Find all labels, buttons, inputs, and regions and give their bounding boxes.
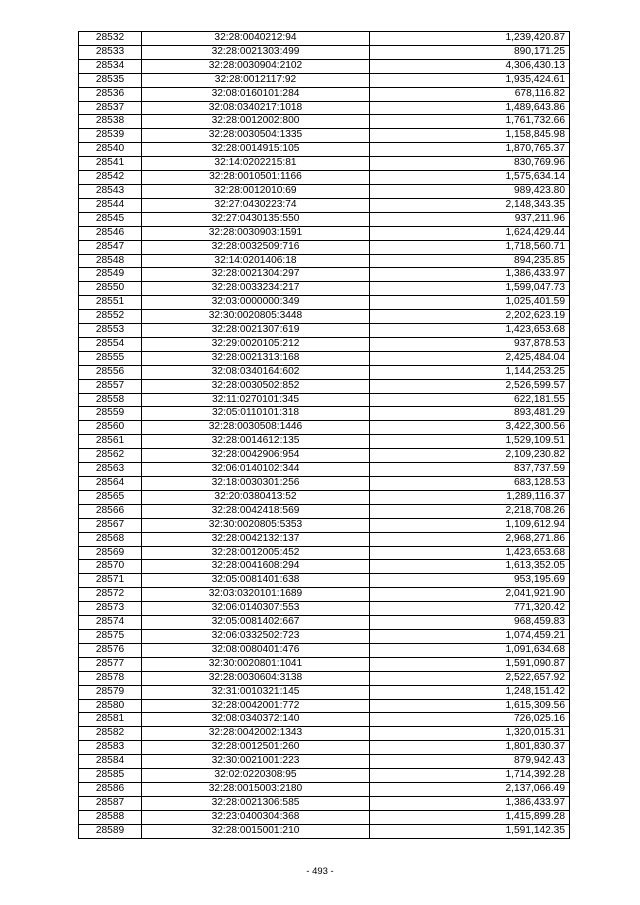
amount-cell: 1,615,309.56 [370,699,570,713]
amount-cell: 1,624,429.44 [370,226,570,240]
cadastral-number-cell: 32:28:0021307:619 [142,324,370,338]
record-number-cell: 28549 [79,268,142,282]
amount-cell: 968,459.83 [370,616,570,630]
amount-cell: 1,320,015.31 [370,727,570,741]
amount-cell: 2,526,599.57 [370,379,570,393]
cadastral-number-cell: 32:28:0030904:2102 [142,59,370,73]
amount-cell: 4,306,430.13 [370,59,570,73]
table-row [79,463,570,477]
cadastral-number-cell: 32:28:0030502:852 [142,379,370,393]
amount-cell: 953,195.69 [370,574,570,588]
cadastral-number-cell: 32:20:0380413:52 [142,490,370,504]
amount-cell: 2,148,343.35 [370,198,570,212]
amount-cell: 1,386,433.97 [370,796,570,810]
cadastral-number-cell: 32:28:0021306:585 [142,796,370,810]
table-row [79,73,570,87]
cadastral-number-cell: 32:06:0332502:723 [142,629,370,643]
table-row [79,671,570,685]
amount-cell: 1,489,643.86 [370,101,570,115]
table-row [79,45,570,59]
table-row [79,115,570,129]
cadastral-number-cell: 32:28:0012010:69 [142,184,370,198]
cadastral-number-cell: 32:28:0033234:217 [142,282,370,296]
record-number-cell: 28580 [79,699,142,713]
cadastral-number-cell: 32:28:0012117:92 [142,73,370,87]
table-row [79,546,570,560]
table-row [79,560,570,574]
table-row [79,226,570,240]
cadastral-number-cell: 32:28:0014915:105 [142,143,370,157]
table-row [79,824,570,838]
cadastral-number-cell: 32:28:0030508:1446 [142,421,370,435]
record-number-cell: 28536 [79,87,142,101]
record-number-cell: 28572 [79,588,142,602]
table-row [79,713,570,727]
page-number: - 493 - [306,866,334,877]
record-number-cell: 28586 [79,782,142,796]
table-row [79,198,570,212]
amount-cell: 1,613,352.05 [370,560,570,574]
cadastral-number-cell: 32:30:0020801:1041 [142,657,370,671]
amount-cell: 893,481.29 [370,407,570,421]
record-number-cell: 28544 [79,198,142,212]
cadastral-number-cell: 32:28:0015003:2180 [142,782,370,796]
record-number-cell: 28575 [79,629,142,643]
amount-cell: 2,137,066.49 [370,782,570,796]
amount-cell: 1,025,401.59 [370,296,570,310]
record-number-cell: 28581 [79,713,142,727]
record-number-cell: 28548 [79,254,142,268]
cadastral-number-cell: 32:28:0042001:772 [142,699,370,713]
amount-cell: 1,415,899.28 [370,810,570,824]
record-number-cell: 28540 [79,143,142,157]
cadastral-number-cell: 32:11:0270101:345 [142,393,370,407]
cadastral-number-cell: 32:28:0015001:210 [142,824,370,838]
amount-cell: 1,935,424.61 [370,73,570,87]
amount-cell: 937,878.53 [370,337,570,351]
table-row [79,282,570,296]
table-row [79,588,570,602]
table-row [79,407,570,421]
table-row [79,518,570,532]
record-number-cell: 28547 [79,240,142,254]
amount-cell: 1,761,732.66 [370,115,570,129]
cadastral-number-cell: 32:29:0020105:212 [142,337,370,351]
table-row [79,171,570,185]
amount-cell: 3,422,300.56 [370,421,570,435]
table-row [79,143,570,157]
record-number-cell: 28588 [79,810,142,824]
record-number-cell: 28561 [79,435,142,449]
table-row [79,810,570,824]
amount-cell: 1,801,830.37 [370,741,570,755]
cadastral-number-cell: 32:28:0030504:1335 [142,129,370,143]
amount-cell: 989,423.80 [370,184,570,198]
table-row [79,351,570,365]
record-number-cell: 28587 [79,796,142,810]
record-number-cell: 28560 [79,421,142,435]
record-number-cell: 28535 [79,73,142,87]
record-number-cell: 28537 [79,101,142,115]
table-row [79,240,570,254]
cadastral-number-cell: 32:28:0014612:135 [142,435,370,449]
cadastral-number-cell: 32:08:0080401:476 [142,643,370,657]
table-row [79,727,570,741]
record-number-cell: 28543 [79,184,142,198]
record-number-cell: 28538 [79,115,142,129]
amount-cell: 1,591,090.87 [370,657,570,671]
cadastral-number-cell: 32:14:0202215:81 [142,157,370,171]
record-number-cell: 28564 [79,477,142,491]
table-row [79,796,570,810]
amount-cell: 1,714,392.28 [370,769,570,783]
amount-cell: 622,181.55 [370,393,570,407]
cadastral-number-cell: 32:28:0042906:954 [142,449,370,463]
amount-cell: 1,718,560.71 [370,240,570,254]
table-row [79,741,570,755]
table-row [79,184,570,198]
record-number-cell: 28532 [79,32,142,46]
amount-cell: 1,591,142.35 [370,824,570,838]
record-number-cell: 28563 [79,463,142,477]
record-number-cell: 28554 [79,337,142,351]
record-number-cell: 28558 [79,393,142,407]
table-row [79,254,570,268]
record-number-cell: 28579 [79,685,142,699]
cadastral-number-cell: 32:28:0010501:1166 [142,171,370,185]
table-row [79,157,570,171]
table-row [79,324,570,338]
record-number-cell: 28550 [79,282,142,296]
record-number-cell: 28574 [79,616,142,630]
cadastral-number-cell: 32:28:0042132:137 [142,532,370,546]
table-row [79,490,570,504]
amount-cell: 1,074,459.21 [370,629,570,643]
table-row [79,755,570,769]
cadastral-number-cell: 32:28:0041608:294 [142,560,370,574]
amount-cell: 1,599,047.73 [370,282,570,296]
table-row [79,129,570,143]
table-row [79,268,570,282]
record-number-cell: 28570 [79,560,142,574]
cadastral-number-cell: 32:28:0040212:94 [142,32,370,46]
cadastral-number-cell: 32:28:0012501:260 [142,741,370,755]
amount-cell: 1,144,253.25 [370,365,570,379]
amount-cell: 2,041,921.90 [370,588,570,602]
cadastral-number-cell: 32:18:0030301:256 [142,477,370,491]
cadastral-number-cell: 32:30:0021001:223 [142,755,370,769]
table-row [79,435,570,449]
table-row [79,685,570,699]
record-number-cell: 28534 [79,59,142,73]
cadastral-number-cell: 32:28:0030903:1591 [142,226,370,240]
amount-cell: 1,870,765.37 [370,143,570,157]
amount-cell: 1,239,420.87 [370,32,570,46]
cadastral-number-cell: 32:28:0042002:1343 [142,727,370,741]
table-row [79,393,570,407]
table-row [79,477,570,491]
record-number-cell: 28546 [79,226,142,240]
amount-cell: 1,109,612.94 [370,518,570,532]
amount-cell: 894,235.85 [370,254,570,268]
table-row [79,101,570,115]
table-row [79,574,570,588]
cadastral-number-cell: 32:03:0320101:1689 [142,588,370,602]
table-row [79,629,570,643]
cadastral-number-cell: 32:08:0340164:602 [142,365,370,379]
table-row [79,379,570,393]
cadastral-number-cell: 32:31:0010321:145 [142,685,370,699]
record-number-cell: 28589 [79,824,142,838]
table-row [79,32,570,46]
cadastral-number-cell: 32:03:0000000:349 [142,296,370,310]
table-row [79,602,570,616]
cadastral-number-cell: 32:08:0340372:140 [142,713,370,727]
amount-cell: 771,320.42 [370,602,570,616]
cadastral-number-cell: 32:28:0042418:569 [142,504,370,518]
cadastral-number-cell: 32:30:0020805:3448 [142,310,370,324]
record-number-cell: 28582 [79,727,142,741]
cadastral-number-cell: 32:28:0021303:499 [142,45,370,59]
record-number-cell: 28568 [79,532,142,546]
record-number-cell: 28569 [79,546,142,560]
record-number-cell: 28565 [79,490,142,504]
record-number-cell: 28577 [79,657,142,671]
cadastral-number-cell: 32:08:0160101:284 [142,87,370,101]
amount-cell: 1,158,845.98 [370,129,570,143]
table-row [79,699,570,713]
cadastral-number-cell: 32:06:0140102:344 [142,463,370,477]
cadastral-number-cell: 32:14:0201406:18 [142,254,370,268]
table-row [79,421,570,435]
table-row [79,87,570,101]
cadastral-number-cell: 32:28:0012005:452 [142,546,370,560]
cadastral-number-cell: 32:06:0140307:553 [142,602,370,616]
cadastral-number-cell: 32:05:0081401:638 [142,574,370,588]
cadastral-number-cell: 32:02:0220308:95 [142,769,370,783]
table-row [79,296,570,310]
amount-cell: 1,289,116.37 [370,490,570,504]
cadastral-number-cell: 32:28:0032509:716 [142,240,370,254]
table-row [79,769,570,783]
record-number-cell: 28555 [79,351,142,365]
record-number-cell: 28583 [79,741,142,755]
record-number-cell: 28541 [79,157,142,171]
table-row [79,310,570,324]
cadastral-number-cell: 32:05:0110101:318 [142,407,370,421]
amount-cell: 890,171.25 [370,45,570,59]
table-row [79,532,570,546]
table-row [79,59,570,73]
record-number-cell: 28573 [79,602,142,616]
record-number-cell: 28562 [79,449,142,463]
record-number-cell: 28556 [79,365,142,379]
cadastral-number-cell: 32:23:0400304:368 [142,810,370,824]
cadastral-number-cell: 32:28:0021313:168 [142,351,370,365]
table-row [79,337,570,351]
amount-cell: 2,218,708.26 [370,504,570,518]
table-row [79,212,570,226]
amount-cell: 1,091,634.68 [370,643,570,657]
amount-cell: 2,425,484.04 [370,351,570,365]
cadastral-number-cell: 32:27:0430223:74 [142,198,370,212]
cadastral-number-cell: 32:27:0430135:550 [142,212,370,226]
table-row [79,449,570,463]
table-row [79,504,570,518]
amount-cell: 1,248,151.42 [370,685,570,699]
record-number-cell: 28539 [79,129,142,143]
records-table [78,31,570,839]
record-number-cell: 28559 [79,407,142,421]
record-number-cell: 28553 [79,324,142,338]
record-number-cell: 28552 [79,310,142,324]
record-number-cell: 28585 [79,769,142,783]
record-number-cell: 28545 [79,212,142,226]
amount-cell: 1,423,653.68 [370,324,570,338]
cadastral-number-cell: 32:28:0012002:800 [142,115,370,129]
cadastral-number-cell: 32:30:0020805:5353 [142,518,370,532]
amount-cell: 2,968,271.86 [370,532,570,546]
amount-cell: 683,128.53 [370,477,570,491]
amount-cell: 1,529,109.51 [370,435,570,449]
table-row [79,643,570,657]
record-number-cell: 28551 [79,296,142,310]
record-number-cell: 28584 [79,755,142,769]
table-row [79,616,570,630]
amount-cell: 726,025.16 [370,713,570,727]
amount-cell: 2,522,657.92 [370,671,570,685]
amount-cell: 879,942.43 [370,755,570,769]
amount-cell: 678,116.82 [370,87,570,101]
cadastral-number-cell: 32:05:0081402:667 [142,616,370,630]
record-number-cell: 28557 [79,379,142,393]
record-number-cell: 28567 [79,518,142,532]
record-number-cell: 28533 [79,45,142,59]
cadastral-number-cell: 32:28:0030604:3138 [142,671,370,685]
amount-cell: 1,386,433.97 [370,268,570,282]
record-number-cell: 28542 [79,171,142,185]
amount-cell: 2,202,623.19 [370,310,570,324]
amount-cell: 1,575,634.14 [370,171,570,185]
amount-cell: 1,423,653.68 [370,546,570,560]
table-row [79,657,570,671]
amount-cell: 830,769.96 [370,157,570,171]
table-row [79,782,570,796]
cadastral-number-cell: 32:08:0340217:1018 [142,101,370,115]
records-table-body [79,32,570,839]
record-number-cell: 28578 [79,671,142,685]
cadastral-number-cell: 32:28:0021304:297 [142,268,370,282]
amount-cell: 2,109,230.82 [370,449,570,463]
table-row [79,365,570,379]
record-number-cell: 28566 [79,504,142,518]
record-number-cell: 28576 [79,643,142,657]
amount-cell: 937,211.96 [370,212,570,226]
record-number-cell: 28571 [79,574,142,588]
amount-cell: 837,737.59 [370,463,570,477]
